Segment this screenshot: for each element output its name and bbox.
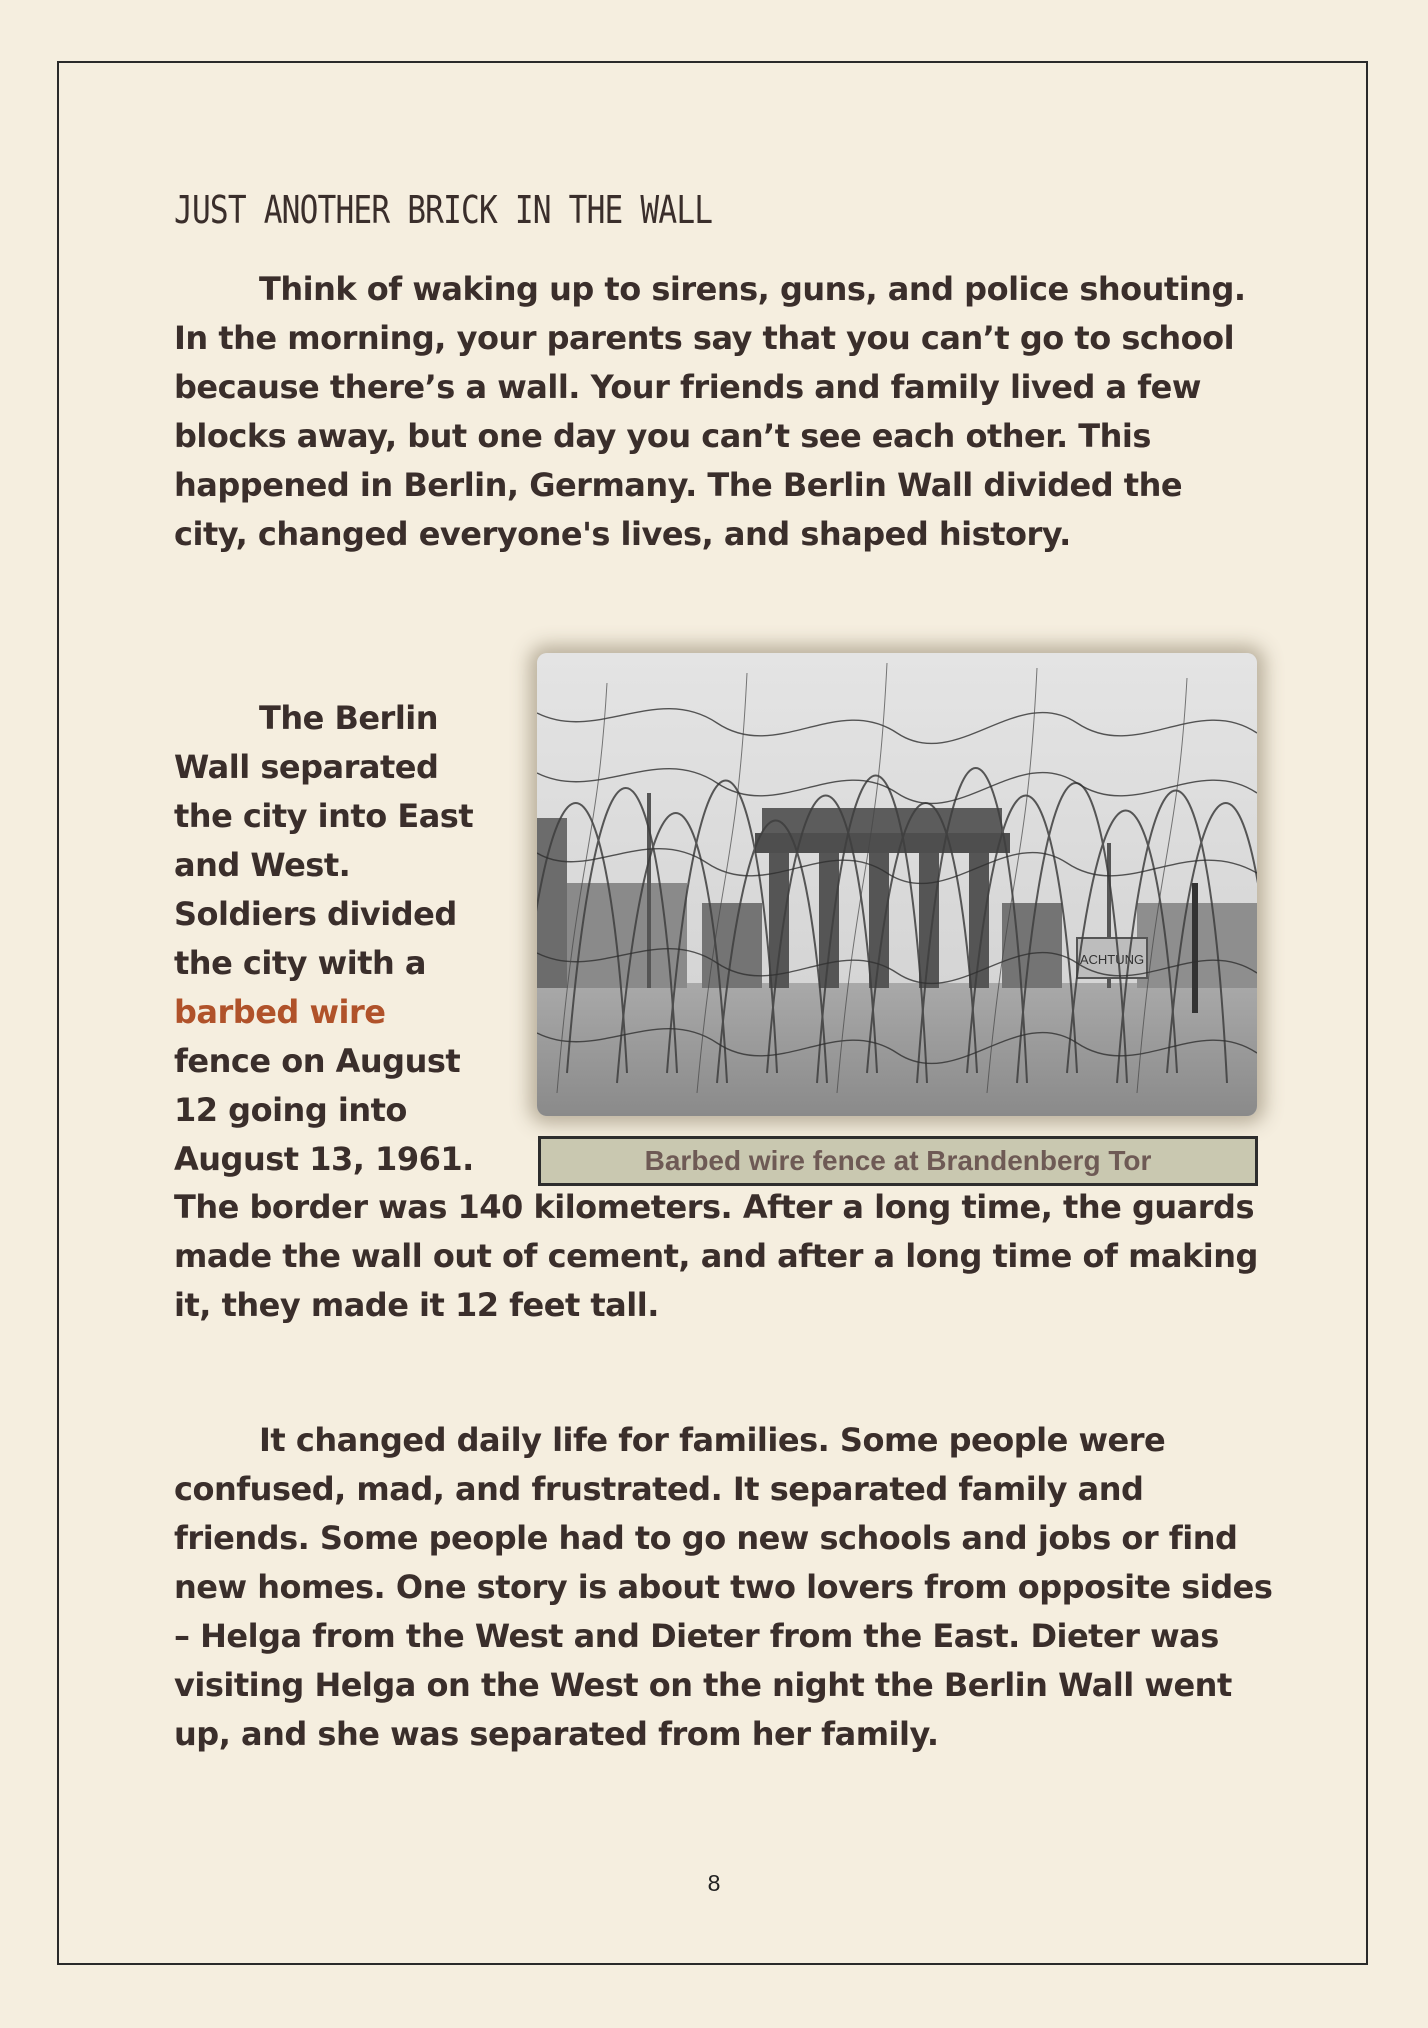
sign-text: ACHTUNG [1079, 952, 1145, 967]
page-title: JUST ANOTHER BRICK IN THE WALL [174, 188, 713, 232]
page-number: 8 [707, 1870, 721, 1896]
photo-caption: Barbed wire fence at Brandenberg Tor [538, 1136, 1258, 1186]
wall-paragraph-line: fence on August [174, 1042, 461, 1080]
daily-life-paragraph [174, 1416, 1274, 1759]
wall-paragraph-line: Wall separated [174, 748, 439, 786]
wall-paragraph-line: the city into East [174, 797, 474, 835]
intro-paragraph-text: Think of waking up to sirens, guns, and police shouting. In the morning, your parents say that you can’t go to school because there’s a wall. Your friends and family lived a few blocks away, but one day you can’t see each other. This happened in Berlin, Germany. The Berlin Wall divided the city, changed everyone's lives, and shaped history. [174, 270, 1246, 553]
wall-paragraph-continuation: The border was 140 kilometers. After a long time, the guards made the wall out of cement, and after a long time of making it, they made it 12 feet tall. [174, 1188, 1258, 1324]
brandenburg-gate-photo [537, 653, 1257, 1116]
wall-paragraph-column [174, 694, 504, 1184]
wall-paragraph-line: 12 going into [174, 1091, 407, 1129]
daily-life-paragraph-text: It changed daily life for families. Some people were confused, mad, and frustrated. It separated family and friends. Some people had to go new schools and jobs or find new homes. One story is about two lovers from opposite sides – Helga from the West and Dieter from the East. Dieter was visiting Helga on the West on the night the Berlin Wall went up, and she was separated from her family. [174, 1421, 1273, 1753]
wall-paragraph-line: Soldiers divided [174, 895, 457, 933]
wall-paragraph-line [174, 694, 504, 743]
wall-paragraph-line: and West. [174, 846, 351, 884]
wall-paragraph-line: August 13, 1961. [174, 1140, 474, 1178]
wall-paragraph-line-text: The Berlin [259, 699, 439, 737]
barbed-wire-highlight: barbed wire [174, 993, 386, 1031]
intro-paragraph [174, 265, 1264, 559]
wall-paragraph-line: the city with a [174, 944, 426, 982]
